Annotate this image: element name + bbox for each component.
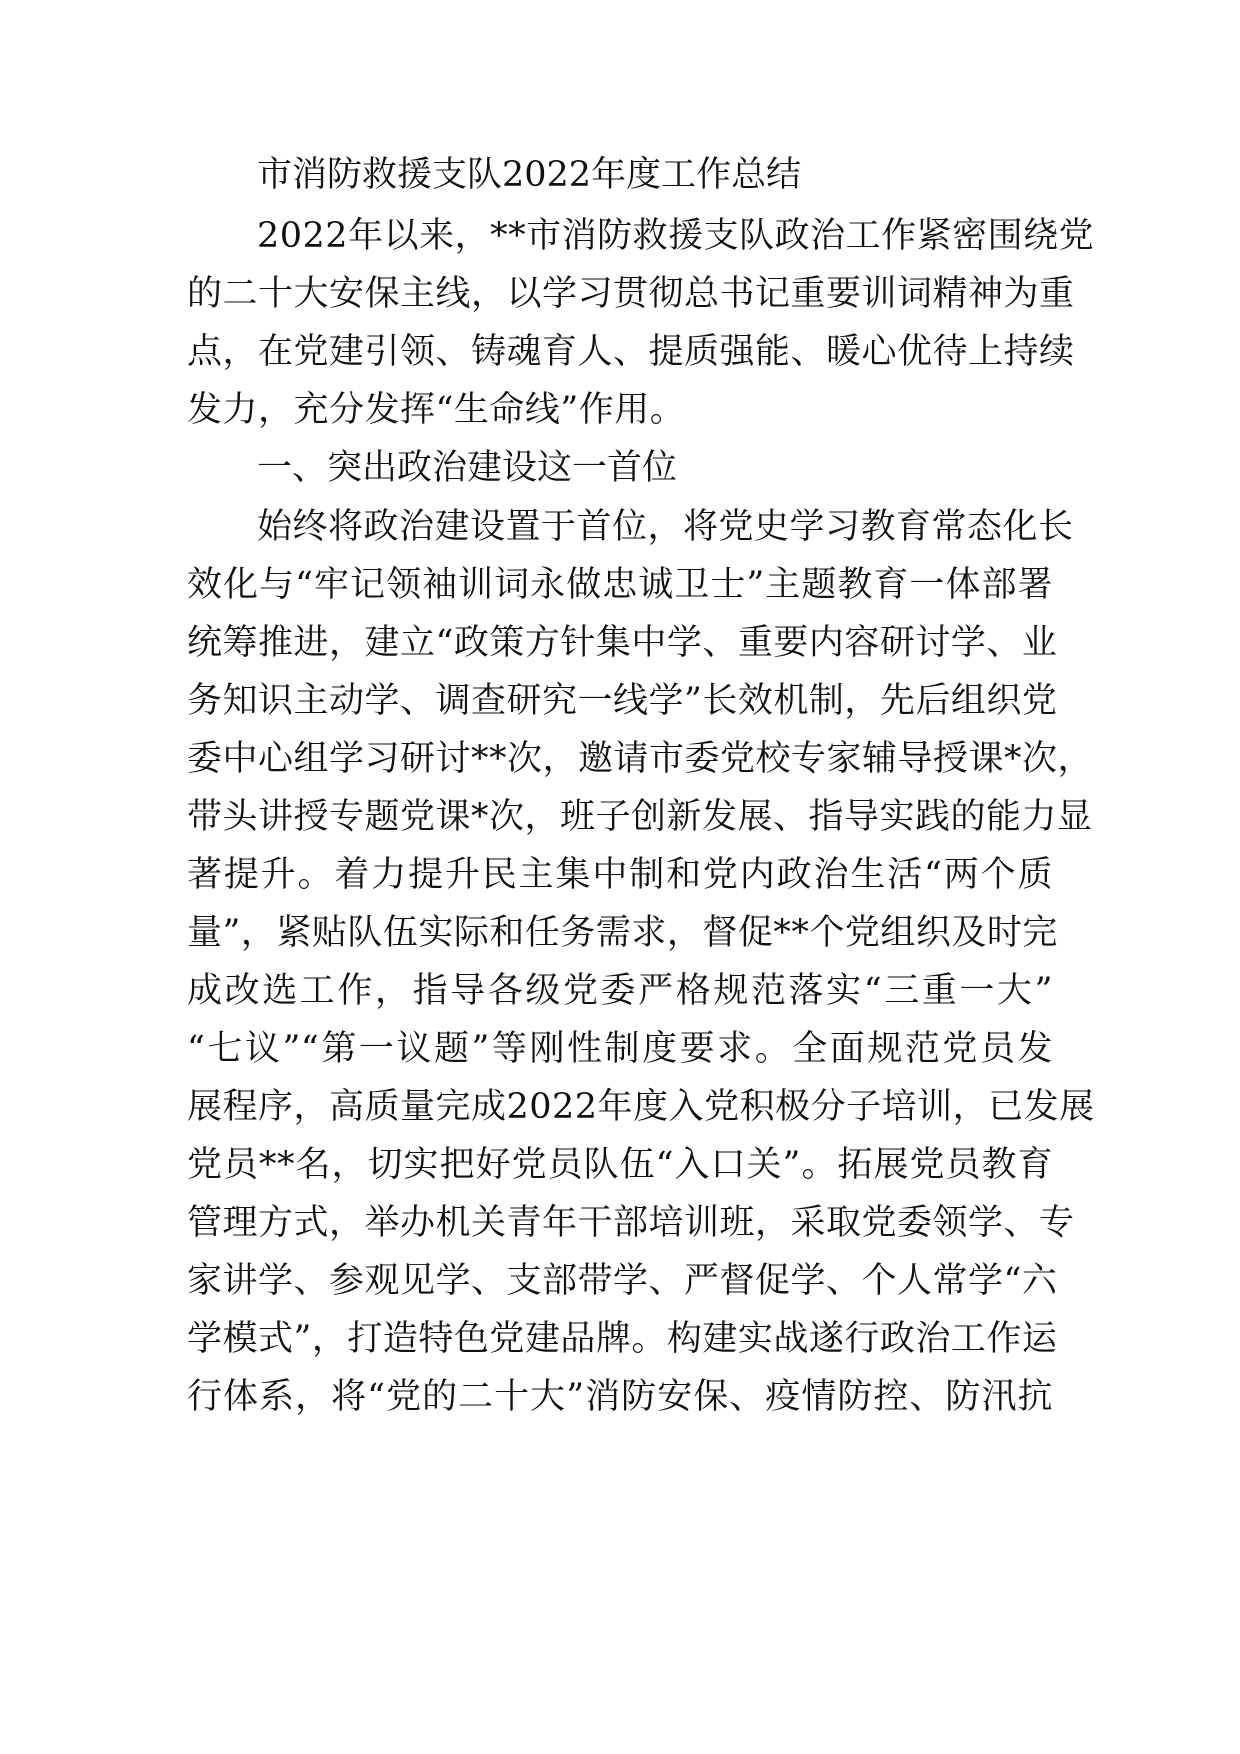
body-line: 效化与“牢记领袖训词永做忠诚卫士”主题教育一体部署 <box>187 565 1053 605</box>
body-line: 展程序，高质量完成2022年度入党积极分子培训，已发展 <box>187 1087 1095 1127</box>
body-line: 成改选工作，指导各级党委严格规范落实“三重一大” <box>187 971 1053 1011</box>
body-line: 学模式”，打造特色党建品牌。构建实战遂行政治工作运 <box>187 1319 1058 1359</box>
document-title: 市消防救援支队2022年度工作总结 <box>257 155 802 195</box>
body-line: “七议”“第一议题”等刚性制度要求。全面规范党员发 <box>187 1029 1053 1069</box>
body-line: 家讲学、参观见学、支部带学、严督促学、个人常学“六 <box>187 1261 1058 1301</box>
intro-line: 点，在党建引领、铸魂育人、提质强能、暖心优待上持续 <box>187 332 1075 372</box>
intro-line: 的二十大安保主线，以学习贯彻总书记重要训词精神为重 <box>187 274 1075 314</box>
body-line: 委中心组学习研讨**次，邀请市委党校专家辅导授课*次， <box>187 739 1094 779</box>
body-line: 党员**名，切实把好党员队伍“入口关”。拓展党员教育 <box>187 1145 1053 1185</box>
section-heading: 一、突出政治建设这一首位 <box>257 448 678 488</box>
body-line: 统筹推进，建立“政策方针集中学、重要内容研讨学、业 <box>187 623 1058 663</box>
intro-line: 发力，充分发挥“生命线”作用。 <box>187 390 686 430</box>
body-line: 著提升。着力提升民主集中制和党内政治生活“两个质 <box>187 855 1053 895</box>
body-line: 行体系，将“党的二十大”消防安保、疫情防控、防汛抗 <box>187 1377 1053 1417</box>
body-line: 管理方式，举办机关青年干部培训班，采取党委领学、专 <box>187 1203 1075 1243</box>
body-line: 带头讲授专题党课*次，班子创新发展、指导实践的能力显 <box>187 797 1093 837</box>
body-line: 始终将政治建设置于首位，将党史学习教育常态化长 <box>257 507 1074 547</box>
intro-line: 2022年以来，**市消防救援支队政治工作紧密围绕党 <box>257 216 1095 256</box>
body-line: 务知识主动学、调查研究一线学”长效机制，先后组织党 <box>187 681 1058 721</box>
body-line: 量”，紧贴队伍实际和任务需求，督促**个党组织及时完 <box>187 913 1058 953</box>
